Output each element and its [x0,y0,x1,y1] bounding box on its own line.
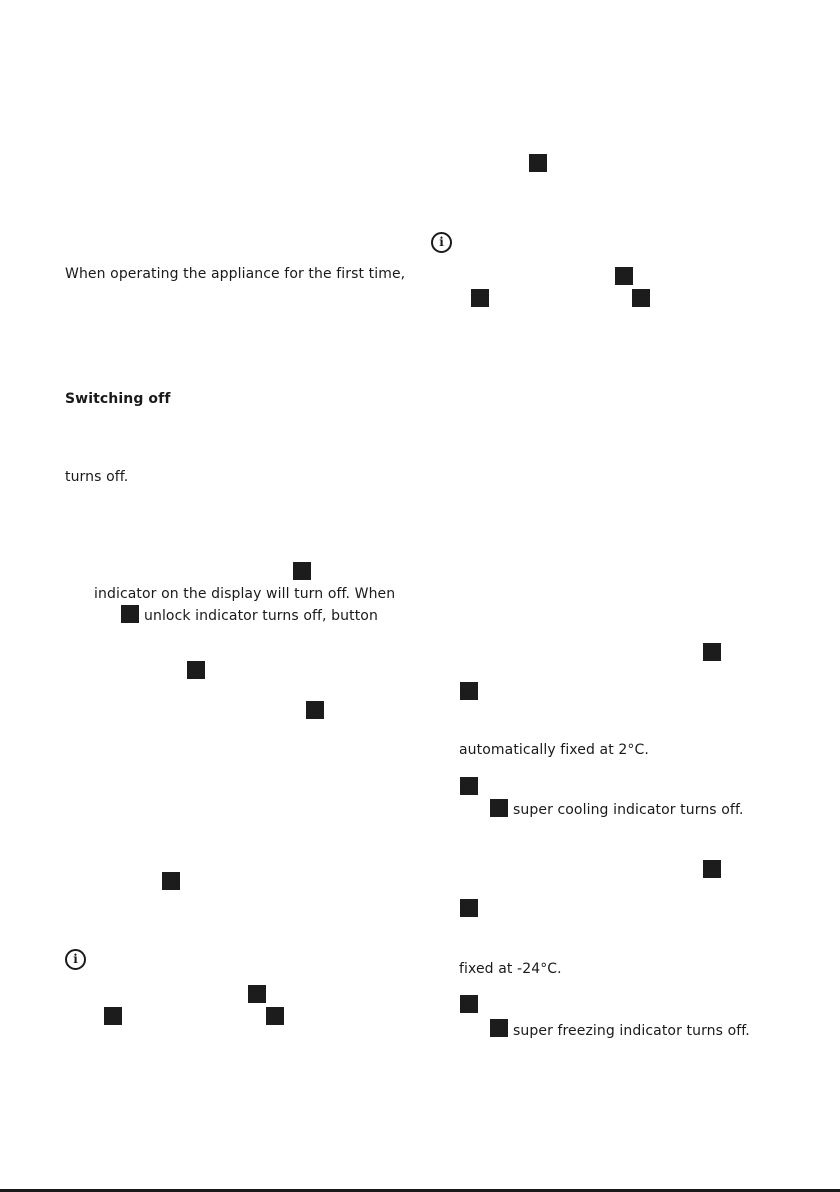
unlock-indicator-text: unlock indicator turns off, button [144,608,378,624]
button-icon [529,154,547,172]
super-cooling-indicator-icon [490,799,508,817]
button-icon [306,701,324,719]
auto-fixed-text: automatically fixed at 2°C. [459,742,649,758]
button-icon [615,267,633,285]
button-icon [187,661,205,679]
button-icon [104,1007,122,1025]
button-icon [460,777,478,795]
button-icon [460,682,478,700]
button-icon [460,899,478,917]
turns-off-text: turns off. [65,469,129,485]
button-icon [162,872,180,890]
super-freezing-off-text: super freezing indicator turns off. [513,1023,750,1039]
fixed-minus24-text: fixed at -24°C. [459,961,562,977]
button-icon [248,985,266,1003]
info-icon: i [65,949,86,970]
button-icon [266,1007,284,1025]
super-freezing-button-icon [703,860,721,878]
button-icon [632,289,650,307]
unlock-indicator-icon [121,605,139,623]
button-icon [471,289,489,307]
info-icon: i [431,232,452,253]
lock-button-icon [293,562,311,580]
button-icon [460,995,478,1013]
first-time-text: When operating the appliance for the first time, [65,266,406,282]
super-cooling-off-text: super cooling indicator turns off. [513,802,744,818]
super-freezing-indicator-icon [490,1019,508,1037]
indicator-display-text: indicator on the display will turn off. When [94,586,396,602]
super-cooling-button-icon [703,643,721,661]
switching-off-heading: Switching off [65,391,171,407]
